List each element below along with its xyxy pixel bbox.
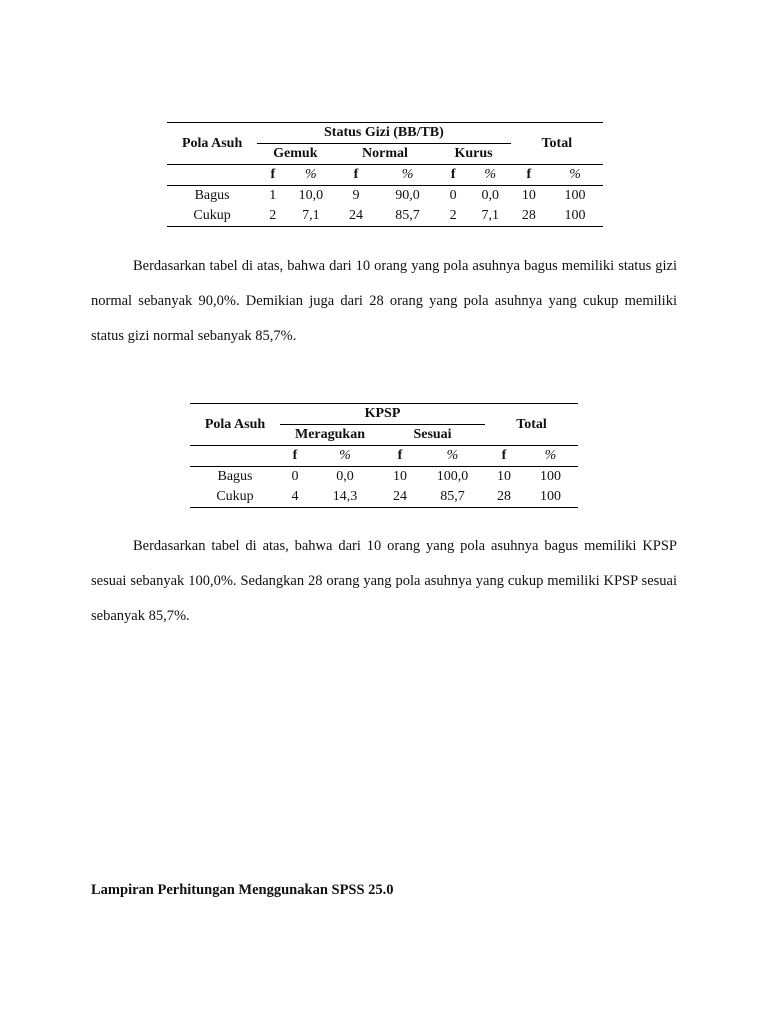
table-cell: 0 [449,188,457,203]
table-cell: 10 [521,188,536,203]
sub-header-pct: % [569,167,581,182]
table-row [190,467,578,488]
row-header: Pola Asuh [204,416,266,432]
sub-header-pct: % [446,448,459,463]
table-cell: 2 [269,208,277,223]
table-row [167,206,603,227]
category-header: Meragukan [295,427,365,442]
paragraph [91,529,677,634]
sub-header-pct: % [401,167,414,182]
section-heading: Lampiran Perhitungan Menggunakan SPSS 25.0 [91,882,394,898]
table-cell: 24 [348,208,363,223]
blank-cell [167,165,257,186]
kpsp-table [190,403,578,508]
table-cell: Bagus [217,469,253,484]
table-cell: 100 [540,489,561,504]
sub-header-f: f [270,167,276,182]
table-cell: 7,1 [481,208,499,223]
paragraph-text: Berdasarkan tabel di atas, bahwa dari 10 orang yang pola asuhnya bagus memiliki KPSP sesuai sebanyak 100,0%. Sedangkan 28 orang yang pola asuhnya yang cukup memiliki KPSP sesuai sebanyak 85,7%. [91,538,677,624]
blank-cell [190,446,280,467]
table-cell: 1 [269,188,277,203]
table-cell: Cukup [193,208,231,223]
table-cell: Cukup [216,489,254,504]
sub-header-f: f [526,167,532,182]
sub-header-pct: % [339,448,351,463]
table-row [190,487,578,508]
row-header: Pola Asuh [181,135,243,151]
paragraph-text: Berdasarkan tabel di atas, bahwa dari 10 orang yang pola asuhnya bagus memiliki status gizi normal sebanyak 90,0%. Demikian juga dari 28 orang yang pola asuhnya yang cukup memiliki status gizi normal sebanyak 85,7%. [91,258,677,344]
sub-header-f: f [450,167,456,182]
table-cell: 14,3 [332,489,358,504]
table-cell: 9 [352,188,360,203]
table-cell: 28 [497,489,511,504]
sub-header-f: f [397,448,403,463]
group-header: Status Gizi (BB/TB) [257,123,510,144]
table-cell: 7,1 [302,208,320,223]
sub-header-f: f [292,448,298,463]
table-row [167,186,603,207]
table-cell: 100 [540,469,561,484]
table-cell: 24 [393,489,407,504]
table-cell: Bagus [194,188,230,203]
table-cell: 2 [449,208,457,223]
sub-header-pct: % [305,167,317,182]
table-cell: 10 [393,469,407,484]
table-cell: 0,0 [481,188,499,203]
category-header: Sesuai [413,427,452,442]
sub-header-pct: % [544,448,557,463]
category-header: Gemuk [273,146,318,161]
table-cell: 0,0 [336,469,354,484]
total-header: Total [516,416,547,432]
total-header: Total [541,135,573,151]
table-cell: 85,7 [440,489,465,504]
table-cell: 10,0 [298,188,324,203]
sub-header-f: f [353,167,359,182]
table-cell: 85,7 [395,208,420,223]
paragraph [91,249,677,354]
table-cell: 4 [291,489,299,504]
group-header: KPSP [280,404,485,425]
table-cell: 100 [564,208,586,223]
table-cell: 28 [521,208,536,223]
category-header: Kurus [454,146,493,161]
sub-header-f: f [501,448,507,463]
status-gizi-table [167,122,603,227]
category-header: Normal [362,146,408,161]
table-cell: 100,0 [436,469,469,484]
table-cell: 100 [564,188,586,203]
table-cell: 90,0 [395,188,420,203]
sub-header-pct: % [484,167,497,182]
table-cell: 10 [497,469,511,484]
table-cell: 0 [291,469,299,484]
